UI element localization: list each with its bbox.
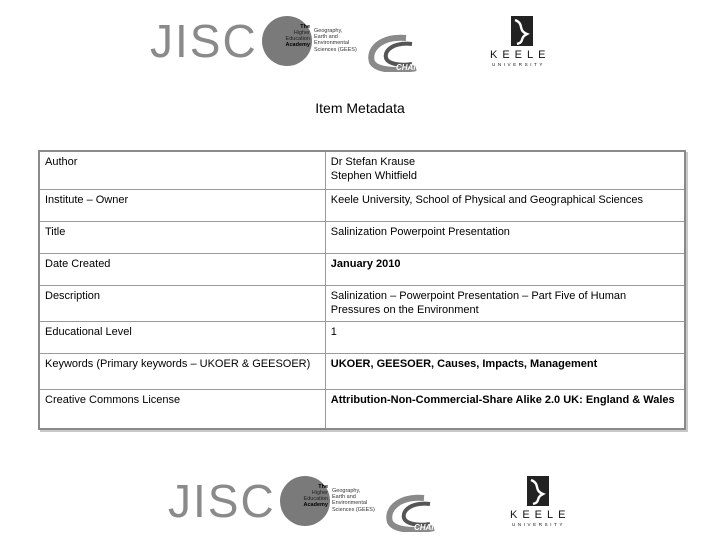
field-value-line: Salinization Powerpoint Presentation bbox=[330, 225, 510, 238]
table-row bbox=[39, 285, 685, 321]
field-label: Educational Level bbox=[39, 321, 325, 353]
field-value bbox=[325, 321, 685, 353]
field-value-line: Stephen Whitfield bbox=[330, 170, 417, 182]
field-value-line: Dr Stefan Krause bbox=[330, 156, 416, 168]
header-logo-strip bbox=[0, 12, 720, 72]
keele-emblem-icon bbox=[511, 16, 533, 46]
field-value-line: Keele University, School of Physical and Geographical Sciences bbox=[330, 193, 644, 206]
field-label: Creative Commons License bbox=[39, 389, 325, 429]
field-label: Keywords (Primary keywords – UKOER & GEESOER) bbox=[39, 353, 325, 389]
keele-emblem-icon bbox=[527, 476, 549, 506]
table-row bbox=[39, 353, 685, 389]
keele-wordmark: KEELE bbox=[490, 49, 551, 61]
field-value-line: UKOER, GEESOER, Causes, Impacts, Management bbox=[330, 357, 598, 370]
field-value bbox=[325, 221, 685, 253]
field-label: Date Created bbox=[39, 253, 325, 285]
change-logo bbox=[366, 34, 466, 72]
field-label: Description bbox=[39, 285, 325, 321]
change-logo-text: CHANGE bbox=[414, 523, 449, 532]
gees-logo-text: Geography, Earth and Environmental Sciences (GEES) bbox=[332, 488, 375, 513]
gees-logo-text: Geography, Earth and Environmental Sciences (GEES) bbox=[314, 28, 357, 53]
table-row bbox=[39, 189, 685, 221]
page-title: Item Metadata bbox=[315, 100, 405, 116]
jisc-logo: JISC bbox=[150, 15, 258, 67]
field-label: Institute – Owner bbox=[39, 189, 325, 221]
field-value-line: Salinization – Powerpoint Presentation – Part Five of Human Pressures on the Environment bbox=[330, 289, 627, 316]
field-value bbox=[325, 189, 685, 221]
table-row bbox=[39, 221, 685, 253]
change-logo-text: CHANGE bbox=[396, 63, 431, 72]
field-value bbox=[325, 353, 685, 389]
table-row bbox=[39, 321, 685, 353]
field-label: Title bbox=[39, 221, 325, 253]
keele-university-label: UNIVERSITY bbox=[512, 522, 566, 527]
field-label: Author bbox=[39, 151, 325, 189]
field-value bbox=[325, 389, 685, 429]
footer-logo-strip bbox=[0, 472, 720, 532]
table-row bbox=[39, 253, 685, 285]
jisc-logo: JISC bbox=[168, 475, 276, 527]
field-value-line: January 2010 bbox=[330, 257, 401, 270]
field-value bbox=[325, 285, 685, 321]
keele-wordmark: KEELE bbox=[510, 509, 571, 521]
hea-logo-text: The Higher Education Academy bbox=[303, 484, 328, 508]
table-row bbox=[39, 151, 685, 189]
change-logo bbox=[384, 494, 484, 532]
hea-logo-text: The Higher Education Academy bbox=[285, 24, 310, 48]
field-value-line: Attribution-Non-Commercial-Share Alike 2.0 UK: England & Wales bbox=[330, 393, 675, 406]
field-value bbox=[325, 151, 685, 189]
table-row bbox=[39, 389, 685, 429]
field-value bbox=[325, 253, 685, 285]
field-value-line: 1 bbox=[330, 325, 337, 338]
metadata-table bbox=[38, 150, 686, 430]
keele-university-label: UNIVERSITY bbox=[492, 62, 546, 67]
